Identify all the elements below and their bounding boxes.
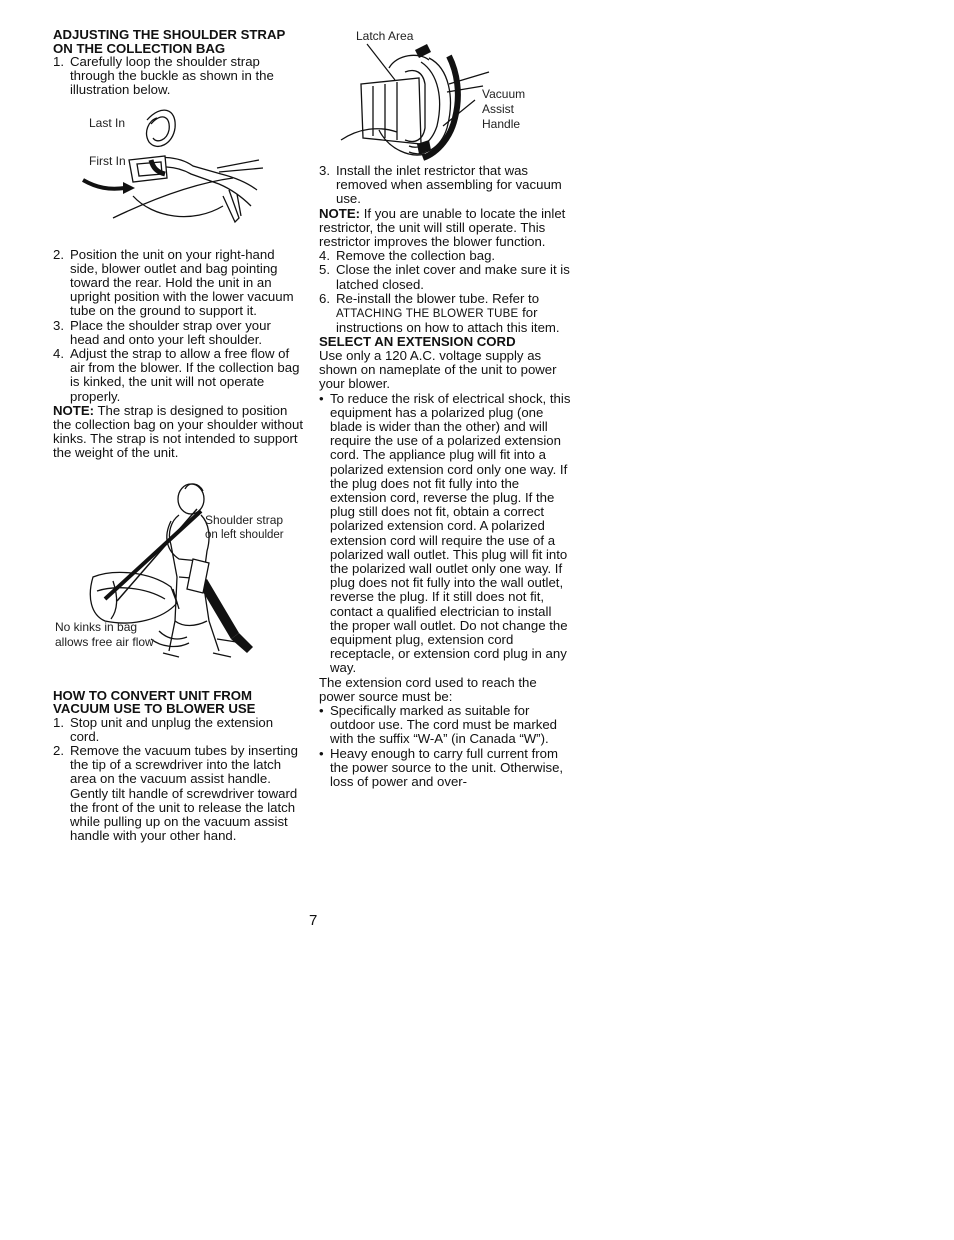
convert-step: 1. Stop unit and unplug the extension cord.	[53, 714, 274, 744]
strap-step: 1. Carefully loop the shoulder strap through the buckle as shown in the illustration below.	[53, 54, 274, 98]
cord-bullets-2	[319, 704, 571, 789]
shoulder-strap-illustration	[53, 481, 303, 681]
cord-heading: SELECT AN EXTENSION CORD	[319, 334, 516, 350]
kinks-label-2: allows free air flow	[55, 634, 154, 649]
strap-heading: ADJUSTING THE SHOULDER STRAP ON THE COLLECTION BAG	[53, 27, 286, 56]
strap-steps-1	[53, 55, 303, 98]
buckle-illustration	[53, 98, 303, 248]
attaching-reference: ATTACHING THE BLOWER TUBE	[336, 308, 519, 321]
cord-bullet: • Heavy enough to carry full current from the power source to the unit. Otherwise, loss of power and over-	[319, 745, 564, 790]
cord-bullet: • To reduce the risk of electrical shock, this equipment has a polarized plug (one blade is wider than the other) and will require the use of a polarized extension cord. The appliance plug will fit into a polarized extension cord only one way. If the plug does not fit fully into the extension cord, reverse the plug. If the plug still does not fit, obtain a correct polarized extension cord. A polarized extension cord will require the use of a polarized wall outlet. This plug will fit into the polarized wall outlet only one way. If plug does not fit fully into the wall outlet, reverse the plug. If it still does not fit, contact a qualified electrician to install the proper wall outlet. Do not change the equipment plug, extension cord receptacle, or extension cord plug in any way.	[319, 390, 571, 676]
blower-step: 6. Re-install the blower tube. Refer to ATTACHING THE BLOWER TUBE for instructions on how to attach this item.	[319, 290, 560, 336]
blower-steps-a	[319, 164, 571, 207]
strap-step: 2. Position the unit on your right-hand side, blower outlet and bag pointing toward the rear. Hold the unit in an upright position with the lower vacuum tube on the ground to support it.	[53, 246, 294, 319]
strap-note: NOTE: The strap is designed to position the collection bag on your shoulder without kinks. The strap is not intended to support the weight of the unit.	[53, 402, 303, 461]
strap-step: 3. Place the shoulder strap over your head and onto your left shoulder.	[53, 317, 271, 347]
last-in-label: Last In	[89, 115, 126, 130]
page-number: 7	[309, 912, 318, 929]
left-column	[53, 28, 303, 843]
shoulder-label-1: Shoulder strap	[205, 512, 284, 527]
cord-bullet: • Specifically marked as suitable for outdoor use. The cord must be marked with the suffix “W-A” (in Canada “W”).	[319, 703, 557, 747]
right-column	[319, 28, 571, 789]
shoulder-label-2: on left shoulder	[205, 528, 284, 541]
convert-steps	[53, 716, 303, 844]
latch-drawing	[319, 28, 571, 164]
strap-step: 4. Adjust the strap to allow a free flow of air from the blower. If the collection bag is kinked, the unit will not operate properly.	[53, 346, 300, 404]
restrictor-note: NOTE: If you are unable to locate the inlet restrictor, the unit will still operate. This restrictor improves the blower function.	[319, 205, 566, 250]
blower-step: 3. Install the inlet restrictor that was removed when assembling for vacuum use.	[319, 163, 562, 207]
latch-area-label: Latch Area	[356, 29, 414, 43]
blower-step: 5. Close the inlet cover and make sure it is latched closed.	[319, 262, 570, 292]
latch-illustration	[319, 28, 571, 164]
convert-step: 2. Remove the vacuum tubes by inserting the tip of a screwdriver into the latch area on the vacuum assist handle. Gently tilt handle of screwdriver toward the front of the unit to release the latch while pulling up on the vacuum assist handle with your other hand.	[53, 743, 298, 844]
person-drawing	[53, 481, 303, 681]
strap-steps-2	[53, 248, 303, 404]
cord-intro: Use only a 120 A.C. voltage supply as shown on nameplate of the unit to power your blower.	[319, 347, 557, 392]
cord-mid: The extension cord used to reach the power source must be:	[319, 674, 537, 704]
blower-steps-b	[319, 249, 571, 335]
kinks-label-1: No kinks in bag	[55, 619, 138, 634]
vacuum-assist-label-2: Assist	[482, 102, 515, 116]
convert-heading: HOW TO CONVERT UNIT FROM VACUUM USE TO BLOWER USE	[53, 687, 256, 717]
blower-step: 4. Remove the collection bag.	[319, 248, 496, 264]
vacuum-assist-label-1: Vacuum	[482, 87, 526, 101]
first-in-label: First In	[89, 153, 126, 168]
vacuum-assist-label-3: Handle	[482, 117, 521, 131]
cord-bullets-1	[319, 392, 571, 676]
